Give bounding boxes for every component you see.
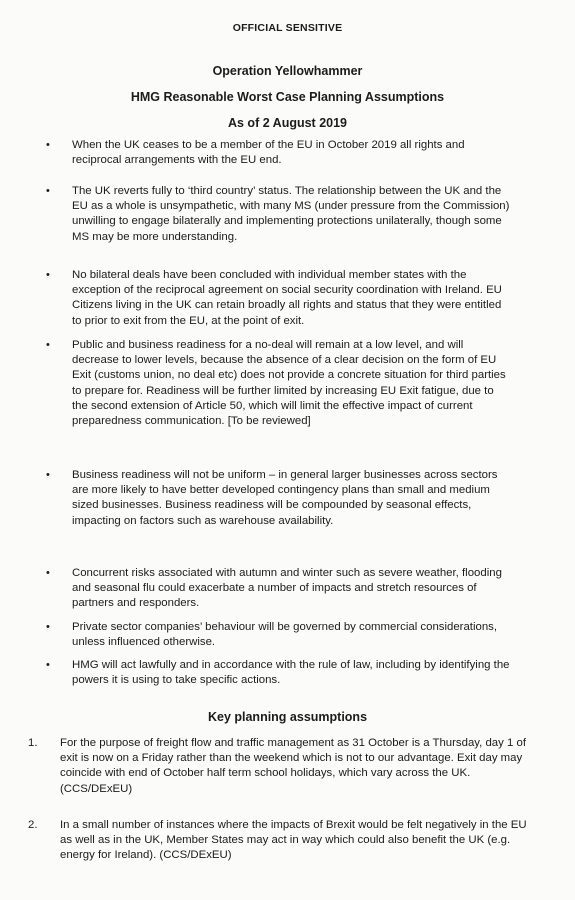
bullet-item: • Public and business readiness for a no-deal will remain at a low level, and will decrease to lower levels, because the absence of a clear decision on the form of EU Exit (customs union, no deal etc) does not provide a concrete situation for third parties to prepare for. Readiness will be further limited by increasing EU Exit fatigue, due to the second extension of Article 50, which will limit the effective impact of current preparedness communication. [To be reviewed]: [72, 338, 512, 429]
item-text: For the purpose of freight flow and traffic management as 31 October is a Thursday, day 1 of exit is now on a Friday rather than the weekend which is not to our advantage. Exit day may coincide with end of October half term school holidays, which vary across the UK. (CCS/DExEU): [60, 737, 527, 795]
document-title: Operation Yellowhammer: [212, 64, 363, 78]
item-number: 1.: [28, 737, 38, 749]
document-subtitle: HMG Reasonable Worst Case Planning Assumptions: [130, 90, 445, 104]
item-text: In a small number of instances where the impacts of Brexit would be felt negatively in the EU as well as in the UK, Member States may act in way which could also benefit the UK (e.g. energy for Ireland). (CCS/DExEU): [60, 819, 527, 862]
document-date: As of 2 August 2019: [227, 116, 347, 130]
numbered-item: [28, 736, 535, 797]
bullet-item: • Business readiness will not be uniform – in general larger businesses across sectors are more likely to have better developed contingency plans than small and medium sized businesses. Business readiness will be compounded by seasonal effects, impacting on factors such as warehouse availability.: [72, 468, 512, 529]
bullet-item: • No bilateral deals have been concluded with individual member states with the exception of the reciprocal agreement on social security coordination with Ireland. EU Citizens living in the UK can retain broadly all rights and status that they were entitled to prior to exit from the EU, at the point of exit.: [72, 268, 512, 329]
bullet-item: • Concurrent risks associated with autumn and winter such as severe weather, flooding and seasonal flu could exacerbate a number of impacts and stretch resources of partners and responders.: [72, 566, 512, 612]
bullet-item: • When the UK ceases to be a member of the EU in October 2019 all rights and reciprocal arrangements with the EU end.: [72, 138, 512, 168]
item-number: 2.: [28, 819, 38, 831]
bullet-item: • The UK reverts fully to ‘third country’ status. The relationship between the UK and the EU as a whole is unsympathetic, with many MS (under pressure from the Commission) unwilling to engage bilaterally and implementing protections unilaterally, though some MS may be more understanding.: [72, 184, 512, 245]
bullet-item: • HMG will act lawfully and in accordance with the rule of law, including by identifying the powers it is using to take specific actions.: [72, 658, 512, 688]
classification-marking: OFFICIAL SENSITIVE: [232, 22, 343, 34]
section-heading: Key planning assumptions: [207, 710, 368, 724]
bullet-item: • Private sector companies’ behaviour will be governed by commercial considerations, unless influenced otherwise.: [72, 620, 512, 650]
numbered-item: [28, 818, 535, 864]
